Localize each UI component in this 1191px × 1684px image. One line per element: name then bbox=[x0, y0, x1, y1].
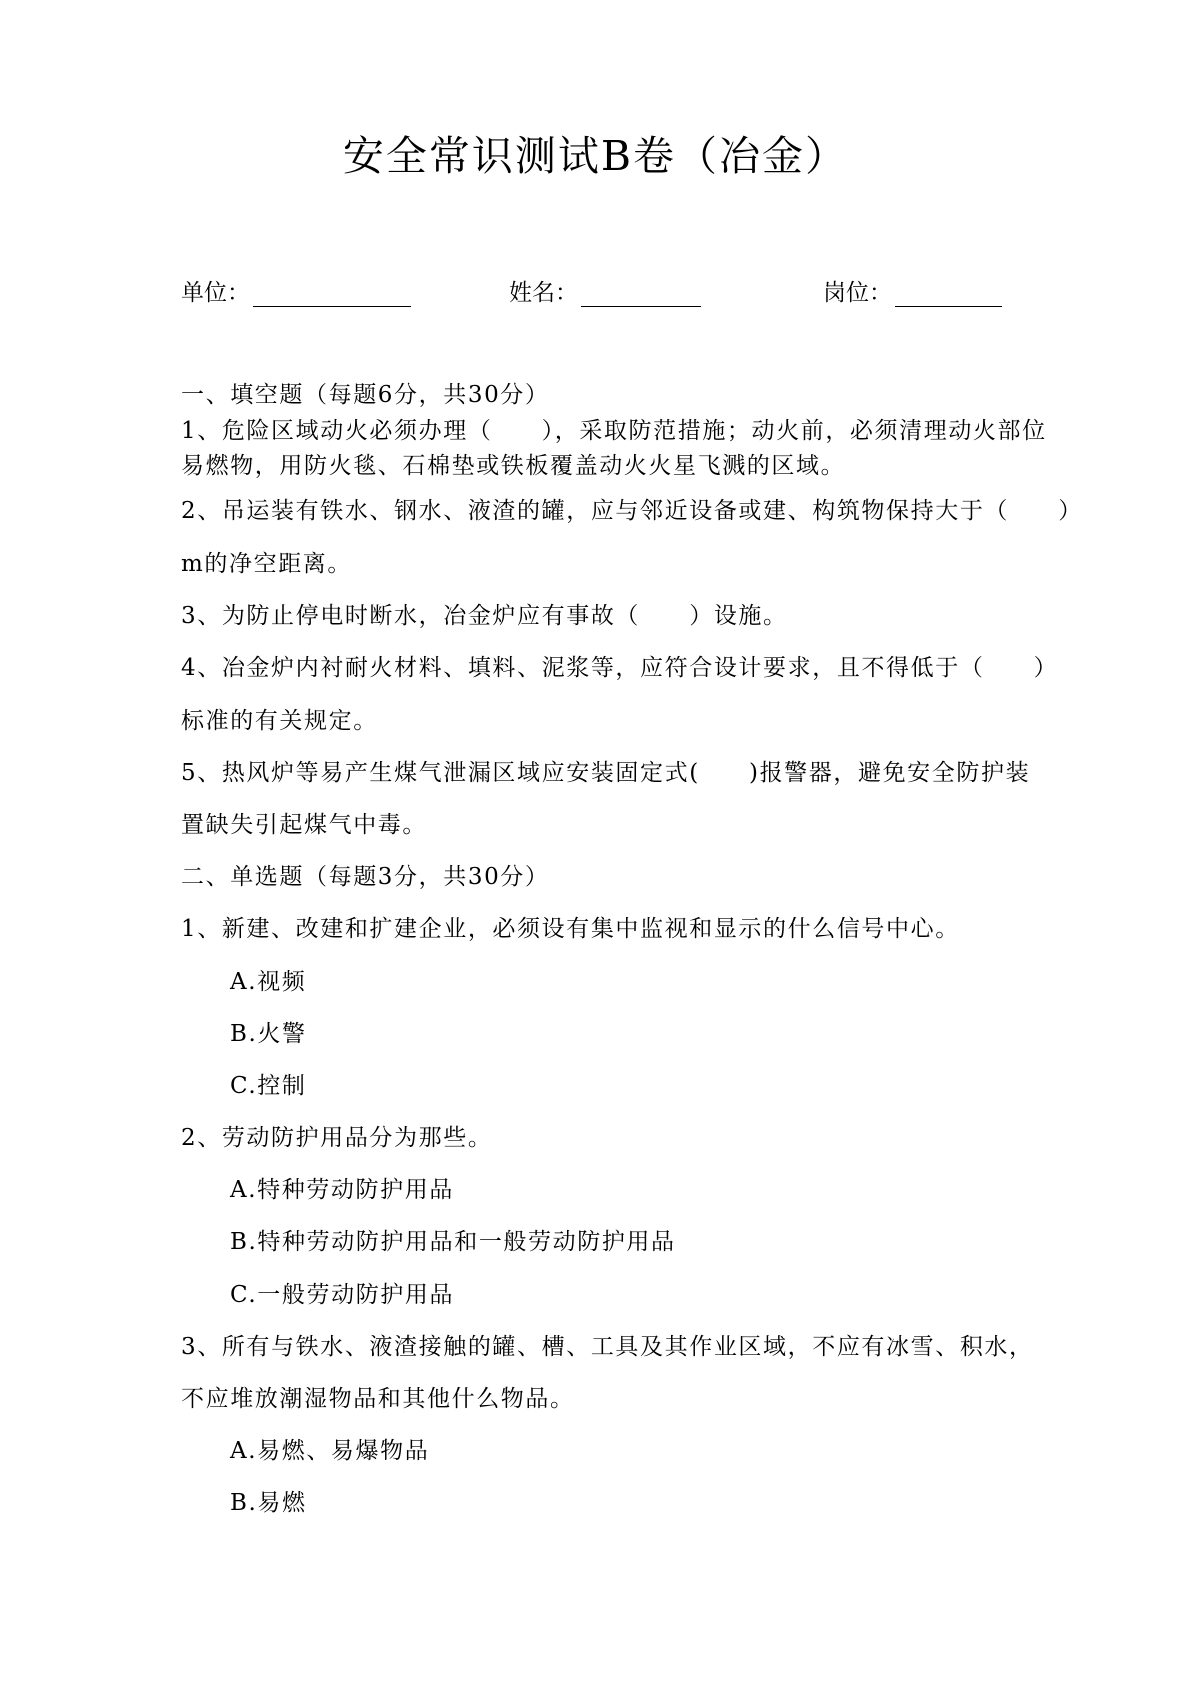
unit-blank bbox=[253, 306, 411, 307]
option-a: A.易燃、易爆物品 bbox=[230, 1438, 430, 1464]
post-label: 岗位： bbox=[823, 280, 892, 306]
option-c: C.一般劳动防护用品 bbox=[230, 1282, 455, 1308]
section1-heading: 一、填空题（每题6分，共30分） bbox=[181, 382, 550, 408]
post-blank bbox=[895, 306, 1002, 307]
fill-line: 标准的有关规定。 bbox=[181, 708, 378, 734]
section2-heading: 二、单选题（每题3分，共30分） bbox=[181, 864, 550, 890]
fill-line: 5、热风炉等易产生煤气泄漏区域应安装固定式( )报警器，避免安全防护装 bbox=[181, 760, 1031, 786]
question-text: 2、劳动防护用品分为那些。 bbox=[181, 1125, 493, 1151]
name-label: 姓名： bbox=[509, 280, 578, 306]
fill-line: 1、危险区域动火必须办理（ ），采取防范措施；动火前，必须清理动火部位 bbox=[181, 418, 1047, 444]
page-title: 安全常识测试B卷（冶金） bbox=[342, 132, 849, 180]
fill-line: 2、吊运装有铁水、钢水、液渣的罐，应与邻近设备或建、构筑物保持大于（ ） bbox=[181, 498, 1083, 524]
option-c: C.控制 bbox=[230, 1073, 307, 1099]
option-a: A.视频 bbox=[230, 969, 307, 995]
question-text: 不应堆放潮湿物品和其他什么物品。 bbox=[181, 1386, 575, 1412]
fill-line: 易燃物，用防火毯、石棉垫或铁板覆盖动火火星飞溅的区域。 bbox=[181, 453, 846, 479]
option-b: B.特种劳动防护用品和一般劳动防护用品 bbox=[230, 1229, 676, 1255]
fill-line: m的净空距离。 bbox=[181, 551, 353, 577]
question-text: 1、新建、改建和扩建企业，必须设有集中监视和显示的什么信号中心。 bbox=[181, 916, 960, 942]
option-a: A.特种劳动防护用品 bbox=[230, 1177, 454, 1203]
fill-line: 置缺失引起煤气中毒。 bbox=[181, 812, 427, 838]
option-b: B.易燃 bbox=[230, 1490, 307, 1516]
unit-label: 单位： bbox=[181, 280, 250, 306]
question-text: 3、所有与铁水、液渣接触的罐、槽、工具及其作业区域，不应有冰雪、积水， bbox=[181, 1334, 1034, 1360]
name-blank bbox=[581, 306, 701, 307]
fill-line: 3、为防止停电时断水，冶金炉应有事故（ ）设施。 bbox=[181, 603, 788, 629]
fill-line: 4、冶金炉内衬耐火材料、填料、泥浆等，应符合设计要求，且不得低于（ ） bbox=[181, 655, 1059, 681]
option-b: B.火警 bbox=[230, 1021, 307, 1047]
